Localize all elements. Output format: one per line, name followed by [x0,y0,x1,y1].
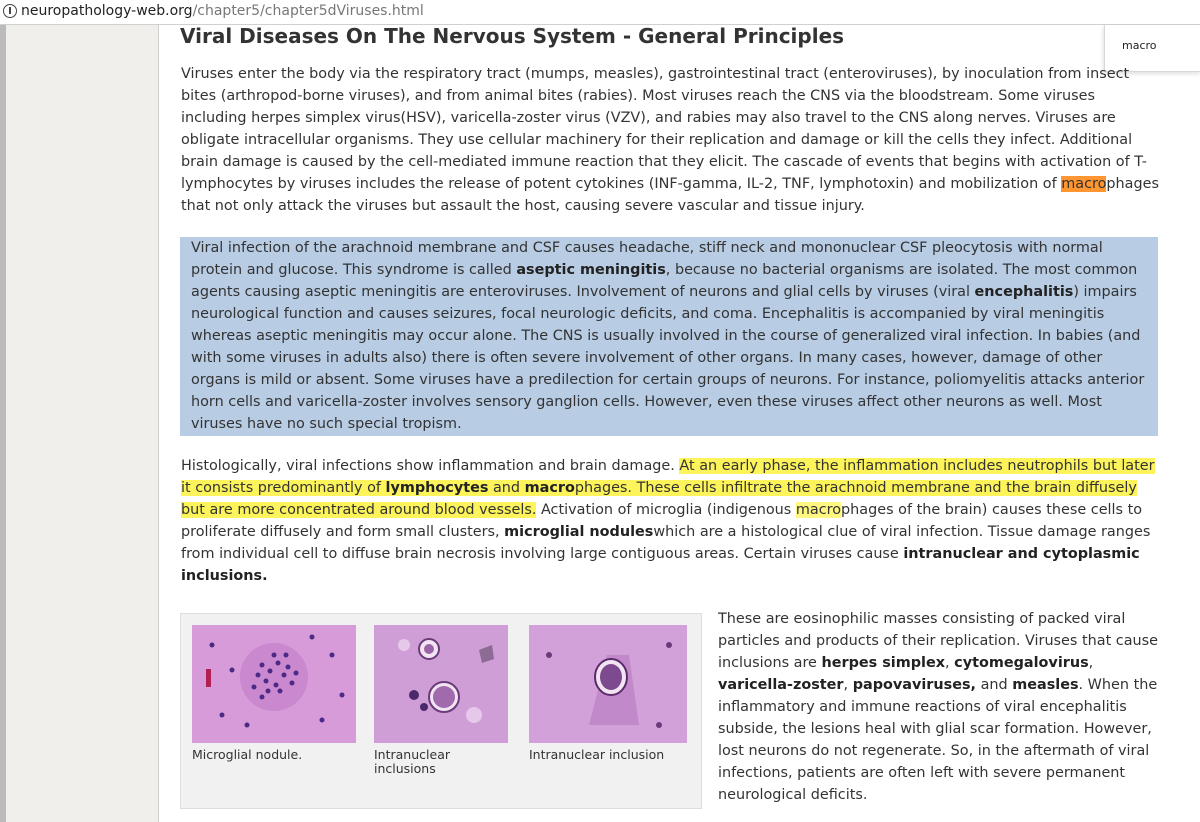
paragraph-histology [181,455,1161,587]
url-path: /chapter5/chapter5dViruses.html [192,3,424,19]
url-domain: neuropathology-web.org [21,3,193,19]
separator: and [976,677,1013,693]
info-icon[interactable] [3,4,17,18]
paragraph-intro [181,63,1161,217]
term-encephalitis: encephalitis [974,284,1074,300]
term-lymphocytes: lymphocytes [385,480,489,496]
find-match: macro [795,502,842,518]
left-margin [0,25,6,822]
p3-d: which are a histological clue of viral infection. Tissue damage ranges from individual cell to diffuse brain necrosis involving large contiguous areas. Certain viruses cause [181,524,1151,562]
marker-highlight-2: and [488,480,525,496]
p4-e: . When the inflammatory and immune reactions of viral encephalitis subside, the lesions heal with glial scar formation. However, lost neurons do not regenerate. So, in the aftermath of viral infections, patients are often left with severe permanent neurological deficits. [718,677,1158,803]
p2-c: , because no bacterial organisms are isolated. The most common agents causing aseptic meningitis are enteroviruses. Involvement of neurons and glial cells by viruses (viral [191,262,1138,300]
separator: , [843,677,853,693]
term-inclusions: intranuclear and cytoplasmic inclusions. [181,546,1140,584]
find-match: macro [524,480,575,496]
figure-panel [180,613,702,809]
find-input[interactable]: macro [1122,39,1157,52]
term-papovaviruses: papovaviruses, [852,677,976,693]
p2-d: ) impairs neurological function and causes seizures, focal neurologic deficits, and coma. Encephalitis is accompanied by viral meningitis whereas aseptic meningitis may occur alone. The CNS is usually involved in the course of generalized viral infection. In babies (and with some viruses in adults also) there is often severe involvement of other organs. In many cases, however, damage of other organs is mild or absent. Some viruses have a predilection for certain groups of neurons. For instance, poliomyelitis attacks anterior horn cells and varicella-zoster involves sensory ganglion cells. However, even these viruses affect other neurons as well. Most viruses have no such special tropism. [191,284,1145,432]
intranuclear-inclusions-image[interactable] [374,625,508,743]
figure-caption-2: Intranuclear inclusions [374,747,450,776]
paragraph-inclusions [718,608,1168,806]
p2-a: Viral infection of the arachnoid membrane and CSF causes headache, stiff neck and mononuclear CSF pleocytosis with normal protein and glucose. This syndrome is called [191,240,1103,278]
microglial-nodule-image[interactable] [192,625,356,743]
intranuclear-inclusion-image[interactable] [529,625,687,743]
url-text[interactable] [21,2,424,20]
p3-a: Histologically, viral infections show inflammation and brain damage. [181,458,680,474]
figure-caption-3: Intranuclear inclusion [529,747,665,762]
separator: , [1088,655,1094,671]
term-cytomegalovirus: cytomegalovirus [954,655,1089,671]
p3-b: Activation of microglia (indigenous [536,502,796,518]
term-measles: measles [1012,677,1079,693]
term-microglial-nodules: microglial nodules [504,524,654,540]
p1-tail: phages that not only attack the viruses but assault the host, causing severe vascular and tissue injury. [181,176,1159,214]
separator: , [945,655,955,671]
p1-text: Viruses enter the body via the respiratory tract (mumps, measles), gastrointestinal tract (enteroviruses), by inoculation from insect bites (arthropod-borne viruses), and from animal bites (rabies). Most viruses reach the CNS via the bloodstream. Some viruses including herpes simplex virus(HSV), varicella-zoster virus (VZV), and rabies may also travel to the CNS along nerves. Viruses are obligate intracellular organisms. They use cellular machinery for their replication and damage or kill the cells they infect. Additional brain damage is caused by the cell-mediated immune reaction that they elicit. The cascade of events that begins with activation of T-lymphocytes by viruses includes the release of potent cytokines (INF-gamma, IL-2, TNF, lymphotoxin) and mobilization of [181,66,1147,192]
term-varicella-zoster: varicella-zoster [718,677,844,693]
p4-a: These are eosinophilic masses consisting of packed viral particles and products of their replication. Viruses that cause inclusions are [718,611,1158,671]
figure-caption-1: Microglial nodule. [192,747,303,762]
p3-c: phages of the brain) causes these cells to proliferate diffusely and form small clusters, [181,502,1143,540]
address-bar[interactable] [0,0,1200,25]
find-match-active: macro [1061,176,1107,192]
page-title: Viral Diseases On The Nervous System - General Principles [180,24,845,48]
marker-highlight-1: At an early phase, the inflammation includes neutrophils but later it consists predominantly of [181,458,1155,496]
term-herpes-simplex: herpes simplex [821,655,946,671]
term-aseptic-meningitis: aseptic meningitis [516,262,666,278]
paragraph-meningitis [191,237,1153,435]
marker-highlight-3: phages. These cells infiltrate the arachnoid membrane and the brain diffusely but are more concentrated around blood vessels. [181,480,1137,518]
